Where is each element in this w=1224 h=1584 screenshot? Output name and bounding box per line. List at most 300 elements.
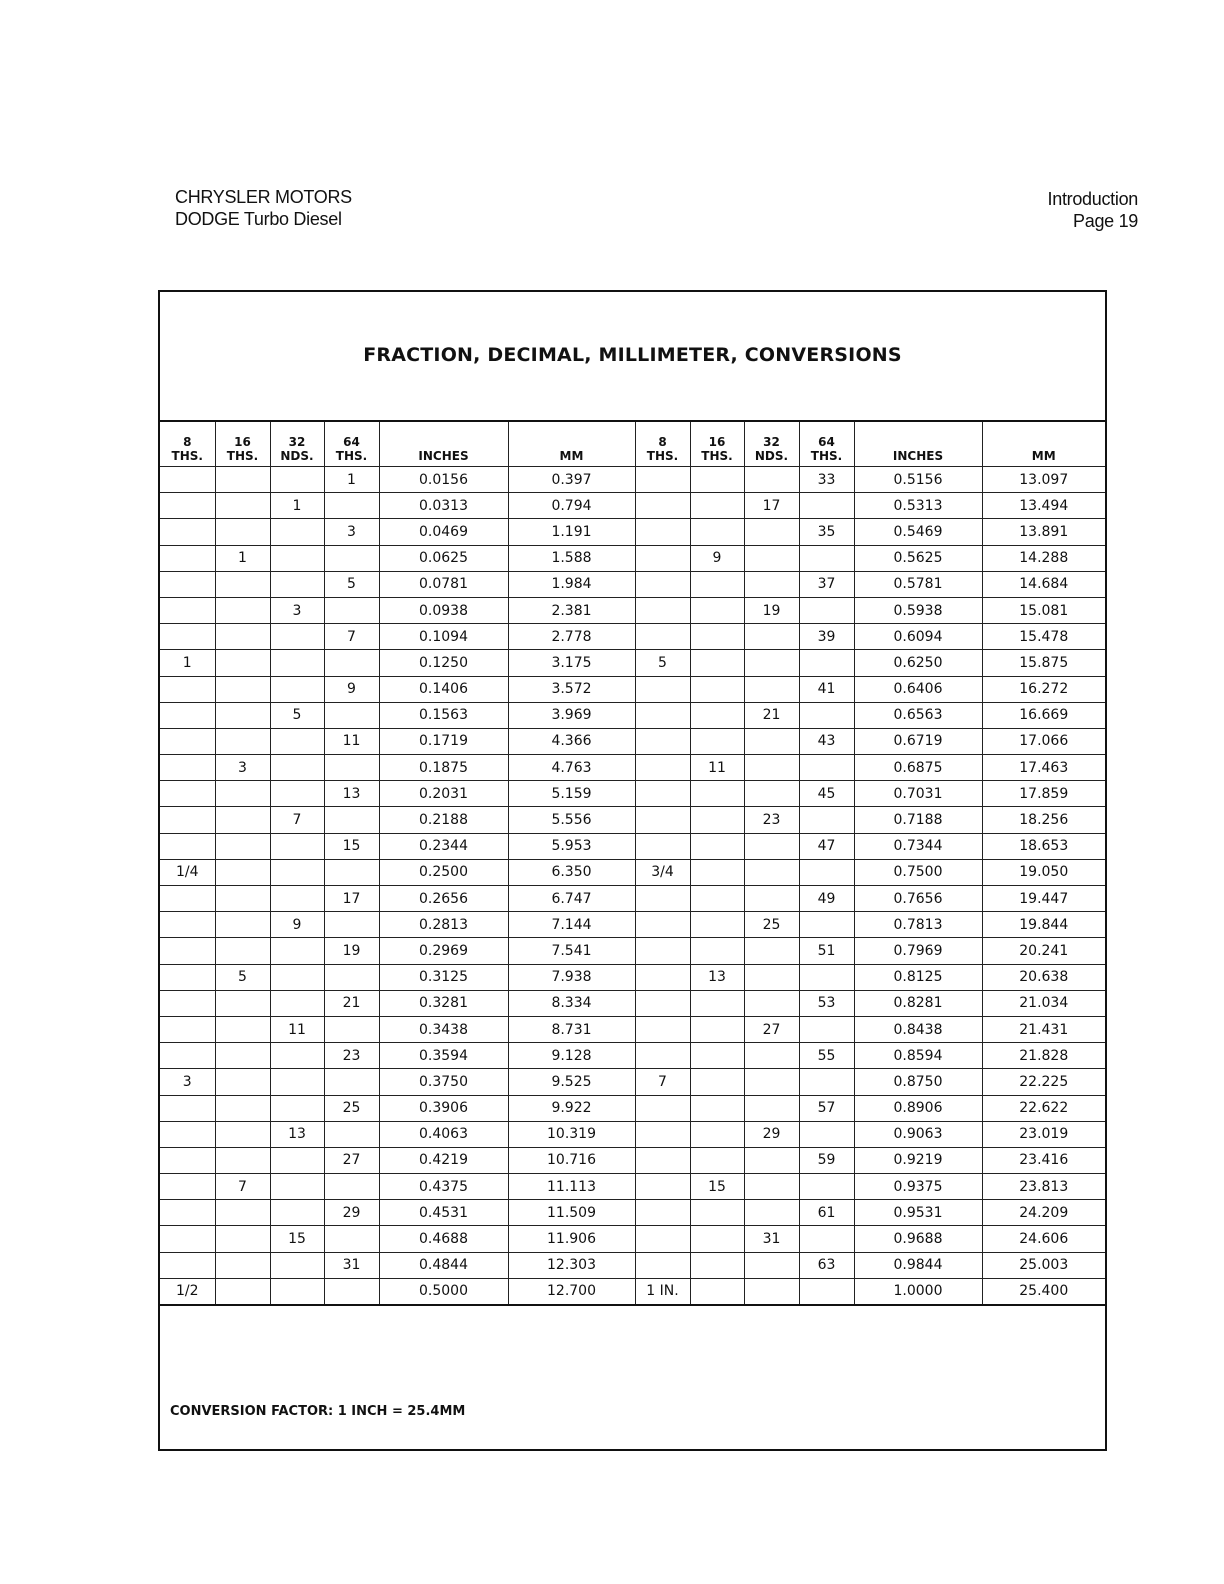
- column-header-top: 16: [234, 435, 251, 449]
- table-cell: 0.9844: [854, 1252, 982, 1278]
- table-cell: 0.8594: [854, 1043, 982, 1069]
- table-cell: 49: [799, 886, 854, 912]
- table-row: [160, 781, 1105, 807]
- table-row: [160, 624, 1105, 650]
- table-cell: [799, 650, 854, 676]
- table-cell: 5.953: [508, 833, 635, 859]
- table-cell: [215, 1043, 270, 1069]
- table-cell: 41: [799, 676, 854, 702]
- table-cell: [635, 1095, 690, 1121]
- table-cell: 9: [690, 545, 744, 571]
- table-cell: [744, 467, 799, 493]
- table-cell: 0.3281: [379, 990, 508, 1016]
- table-cell: 0.8281: [854, 990, 982, 1016]
- table-cell: 0.8438: [854, 1016, 982, 1042]
- table-cell: 0.3125: [379, 964, 508, 990]
- table-cell: [744, 1200, 799, 1226]
- table-cell: 10.319: [508, 1121, 635, 1147]
- table-cell: [799, 597, 854, 623]
- table-cell: 11: [270, 1016, 324, 1042]
- company-name: CHRYSLER MOTORS: [175, 187, 352, 207]
- table-cell: 37: [799, 571, 854, 597]
- table-cell: 0.4219: [379, 1147, 508, 1173]
- table-cell: [690, 807, 744, 833]
- table-cell: 0.6406: [854, 676, 982, 702]
- table-cell: 0.9375: [854, 1174, 982, 1200]
- table-cell: [690, 886, 744, 912]
- table-cell: [215, 781, 270, 807]
- table-cell: [215, 1095, 270, 1121]
- table-cell: [690, 467, 744, 493]
- table-cell: 13: [690, 964, 744, 990]
- table-row: [160, 467, 1105, 493]
- table-cell: 15: [690, 1174, 744, 1200]
- table-cell: [215, 886, 270, 912]
- column-header-top: 8: [658, 435, 667, 449]
- table-cell: 24.606: [982, 1226, 1105, 1252]
- table-cell: [635, 545, 690, 571]
- table-cell: [690, 624, 744, 650]
- table-cell: [635, 702, 690, 728]
- table-cell: [690, 597, 744, 623]
- table-cell: [215, 1147, 270, 1173]
- table-cell: [160, 833, 215, 859]
- table-cell: 3: [270, 597, 324, 623]
- table-cell: 14.288: [982, 545, 1105, 571]
- table-cell: [270, 859, 324, 885]
- table-cell: 13: [324, 781, 379, 807]
- table-cell: 15.081: [982, 597, 1105, 623]
- table-cell: 0.1719: [379, 728, 508, 754]
- table-cell: 17: [744, 493, 799, 519]
- table-cell: [690, 1226, 744, 1252]
- table-cell: [635, 990, 690, 1016]
- table-cell: [744, 728, 799, 754]
- table-row: [160, 1016, 1105, 1042]
- table-cell: [324, 1226, 379, 1252]
- table-cell: [799, 1121, 854, 1147]
- table-cell: [270, 571, 324, 597]
- table-cell: 19: [744, 597, 799, 623]
- table-cell: 53: [799, 990, 854, 1016]
- table-cell: 0.0625: [379, 545, 508, 571]
- table-cell: 27: [744, 1016, 799, 1042]
- table-cell: 1.0000: [854, 1278, 982, 1305]
- table-cell: [215, 990, 270, 1016]
- table-cell: 0.6094: [854, 624, 982, 650]
- table-cell: [799, 702, 854, 728]
- table-row: [160, 571, 1105, 597]
- table-cell: 0.2344: [379, 833, 508, 859]
- table-cell: [160, 1200, 215, 1226]
- document-header-right: [1048, 188, 1138, 232]
- table-cell: [635, 1252, 690, 1278]
- table-cell: 0.3438: [379, 1016, 508, 1042]
- table-cell: [270, 1095, 324, 1121]
- table-cell: [215, 728, 270, 754]
- table-cell: [270, 1043, 324, 1069]
- table-cell: [799, 964, 854, 990]
- table-cell: [799, 859, 854, 885]
- table-cell: [744, 1069, 799, 1095]
- table-cell: 3/4: [635, 859, 690, 885]
- table-cell: 0.1094: [379, 624, 508, 650]
- column-header: [982, 421, 1105, 467]
- table-row: [160, 676, 1105, 702]
- table-cell: 13.097: [982, 467, 1105, 493]
- table-cell: [635, 1043, 690, 1069]
- document-header-left: [175, 186, 352, 230]
- table-row: [160, 545, 1105, 571]
- table-cell: 19.844: [982, 912, 1105, 938]
- table-cell: [160, 912, 215, 938]
- table-row: [160, 702, 1105, 728]
- table-cell: [160, 990, 215, 1016]
- table-cell: 7.144: [508, 912, 635, 938]
- table-row: [160, 912, 1105, 938]
- table-cell: [324, 912, 379, 938]
- table-cell: 0.7031: [854, 781, 982, 807]
- table-cell: 0.7188: [854, 807, 982, 833]
- table-cell: 23: [324, 1043, 379, 1069]
- table-cell: 0.7500: [854, 859, 982, 885]
- table-row: [160, 1095, 1105, 1121]
- table-cell: [270, 964, 324, 990]
- table-cell: [635, 1200, 690, 1226]
- table-cell: 21: [324, 990, 379, 1016]
- table-cell: 0.9219: [854, 1147, 982, 1173]
- table-cell: 7: [324, 624, 379, 650]
- table-cell: 25: [324, 1095, 379, 1121]
- table-cell: [160, 807, 215, 833]
- table-cell: 9.922: [508, 1095, 635, 1121]
- table-cell: 35: [799, 519, 854, 545]
- table-cell: 1: [215, 545, 270, 571]
- table-cell: 0.9688: [854, 1226, 982, 1252]
- table-cell: [270, 781, 324, 807]
- table-cell: [270, 676, 324, 702]
- table-cell: [215, 807, 270, 833]
- table-row: [160, 728, 1105, 754]
- column-header: [690, 421, 744, 467]
- table-cell: 17.463: [982, 755, 1105, 781]
- table-cell: 1/2: [160, 1278, 215, 1305]
- table-cell: 0.9063: [854, 1121, 982, 1147]
- table-cell: 1/4: [160, 859, 215, 885]
- table-cell: [744, 571, 799, 597]
- table-cell: 4.366: [508, 728, 635, 754]
- column-header-bottom: THS.: [335, 449, 368, 463]
- table-cell: 9: [324, 676, 379, 702]
- table-cell: 0.7813: [854, 912, 982, 938]
- table-cell: [160, 1174, 215, 1200]
- table-cell: 19.447: [982, 886, 1105, 912]
- table-cell: [215, 676, 270, 702]
- table-cell: 0.2656: [379, 886, 508, 912]
- column-header-top: 8: [183, 435, 192, 449]
- table-cell: [690, 1121, 744, 1147]
- table-cell: [799, 545, 854, 571]
- table-header-row: [160, 421, 1105, 467]
- table-row: [160, 1278, 1105, 1305]
- table-cell: 43: [799, 728, 854, 754]
- table-cell: [270, 1252, 324, 1278]
- table-cell: [744, 545, 799, 571]
- table-cell: [160, 886, 215, 912]
- table-cell: 0.7969: [854, 938, 982, 964]
- table-cell: 0.7656: [854, 886, 982, 912]
- table-row: [160, 1147, 1105, 1173]
- table-cell: [270, 728, 324, 754]
- table-row: [160, 1121, 1105, 1147]
- table-cell: [744, 1095, 799, 1121]
- table-cell: [690, 938, 744, 964]
- table-cell: [160, 1121, 215, 1147]
- column-header: [160, 421, 215, 467]
- table-cell: [744, 938, 799, 964]
- table-cell: [744, 886, 799, 912]
- table-row: [160, 833, 1105, 859]
- table-cell: 1: [270, 493, 324, 519]
- table-cell: 0.2031: [379, 781, 508, 807]
- table-row: [160, 807, 1105, 833]
- table-cell: 15.478: [982, 624, 1105, 650]
- table-cell: [799, 1226, 854, 1252]
- table-cell: [635, 1174, 690, 1200]
- table-cell: 1: [160, 650, 215, 676]
- table-cell: 25.003: [982, 1252, 1105, 1278]
- table-cell: [635, 1226, 690, 1252]
- table-cell: 2.381: [508, 597, 635, 623]
- table-cell: [635, 807, 690, 833]
- table-cell: 3: [215, 755, 270, 781]
- table-cell: [215, 1016, 270, 1042]
- table-cell: 25: [744, 912, 799, 938]
- table-cell: 7: [270, 807, 324, 833]
- table-cell: 4.763: [508, 755, 635, 781]
- table-cell: 19: [324, 938, 379, 964]
- table-cell: 19.050: [982, 859, 1105, 885]
- table-cell: [215, 1226, 270, 1252]
- column-header: [324, 421, 379, 467]
- table-cell: [215, 624, 270, 650]
- table-cell: [744, 1174, 799, 1200]
- table-cell: 51: [799, 938, 854, 964]
- table-cell: [270, 624, 324, 650]
- table-cell: [160, 781, 215, 807]
- table-cell: [324, 755, 379, 781]
- table-cell: 0.6563: [854, 702, 982, 728]
- table-cell: 0.5469: [854, 519, 982, 545]
- table-cell: 0.2500: [379, 859, 508, 885]
- table-cell: [215, 1121, 270, 1147]
- table-cell: [324, 1121, 379, 1147]
- table-row: [160, 1252, 1105, 1278]
- table-cell: [270, 990, 324, 1016]
- table-cell: 5: [270, 702, 324, 728]
- table-cell: [324, 1016, 379, 1042]
- table-cell: 0.5781: [854, 571, 982, 597]
- table-cell: [324, 807, 379, 833]
- table-cell: 0.3750: [379, 1069, 508, 1095]
- table-cell: 39: [799, 624, 854, 650]
- table-row: [160, 755, 1105, 781]
- table-cell: [270, 755, 324, 781]
- table-row: [160, 938, 1105, 964]
- table-cell: 6.747: [508, 886, 635, 912]
- column-header-top: 16: [708, 435, 726, 449]
- column-header-top: 64: [343, 435, 360, 449]
- section-name: Introduction: [1047, 189, 1138, 209]
- table-cell: [690, 1095, 744, 1121]
- table-cell: 0.7344: [854, 833, 982, 859]
- table-cell: [324, 493, 379, 519]
- table-cell: [690, 519, 744, 545]
- table-cell: 21.034: [982, 990, 1105, 1016]
- table-cell: [324, 1278, 379, 1305]
- table-cell: [744, 781, 799, 807]
- table-cell: 13: [270, 1121, 324, 1147]
- conversion-chart-frame: [158, 290, 1107, 1451]
- table-cell: 0.6719: [854, 728, 982, 754]
- table-cell: [635, 1016, 690, 1042]
- table-cell: [635, 676, 690, 702]
- table-cell: 0.8125: [854, 964, 982, 990]
- table-cell: 13.891: [982, 519, 1105, 545]
- table-cell: 10.716: [508, 1147, 635, 1173]
- table-cell: 7.938: [508, 964, 635, 990]
- table-cell: [635, 571, 690, 597]
- conversion-table: [160, 420, 1105, 1306]
- table-cell: [744, 1278, 799, 1305]
- table-row: [160, 1226, 1105, 1252]
- table-cell: [215, 833, 270, 859]
- table-cell: [215, 650, 270, 676]
- table-cell: 0.397: [508, 467, 635, 493]
- table-cell: 0.5938: [854, 597, 982, 623]
- table-cell: [160, 1147, 215, 1173]
- table-cell: 0.4063: [379, 1121, 508, 1147]
- table-cell: 25.400: [982, 1278, 1105, 1305]
- table-cell: 3.969: [508, 702, 635, 728]
- table-cell: 31: [324, 1252, 379, 1278]
- table-cell: [690, 728, 744, 754]
- table-cell: [690, 990, 744, 1016]
- column-header: [854, 421, 982, 467]
- table-cell: 0.1250: [379, 650, 508, 676]
- table-cell: [690, 676, 744, 702]
- table-cell: 0.4375: [379, 1174, 508, 1200]
- table-cell: [635, 624, 690, 650]
- table-cell: [635, 519, 690, 545]
- table-cell: 16.669: [982, 702, 1105, 728]
- table-cell: 3: [160, 1069, 215, 1095]
- table-cell: 3.175: [508, 650, 635, 676]
- column-header: [379, 421, 508, 467]
- table-cell: 0.1875: [379, 755, 508, 781]
- table-cell: 22.622: [982, 1095, 1105, 1121]
- table-cell: 29: [744, 1121, 799, 1147]
- table-cell: 20.638: [982, 964, 1105, 990]
- table-cell: 11.906: [508, 1226, 635, 1252]
- table-cell: [160, 755, 215, 781]
- table-body: [160, 467, 1105, 1306]
- table-cell: 12.700: [508, 1278, 635, 1305]
- table-cell: 7.541: [508, 938, 635, 964]
- table-cell: 24.209: [982, 1200, 1105, 1226]
- table-cell: 0.4844: [379, 1252, 508, 1278]
- table-cell: 8.731: [508, 1016, 635, 1042]
- table-cell: 8.334: [508, 990, 635, 1016]
- table-cell: 0.8750: [854, 1069, 982, 1095]
- table-cell: [160, 728, 215, 754]
- table-cell: [324, 859, 379, 885]
- column-header-bottom: THS.: [171, 449, 203, 463]
- table-cell: [744, 964, 799, 990]
- conversion-factor-note: CONVERSION FACTOR: 1 INCH = 25.4MM: [170, 1404, 466, 1419]
- page-number: Page 19: [1073, 211, 1138, 231]
- table-cell: 9.128: [508, 1043, 635, 1069]
- table-cell: 1 IN.: [635, 1278, 690, 1305]
- table-cell: [324, 1174, 379, 1200]
- table-row: [160, 493, 1105, 519]
- table-cell: 15: [324, 833, 379, 859]
- table-cell: [744, 624, 799, 650]
- table-cell: [690, 571, 744, 597]
- table-cell: [690, 781, 744, 807]
- table-cell: [215, 1200, 270, 1226]
- table-cell: 23.813: [982, 1174, 1105, 1200]
- column-header-bottom: MM: [1031, 449, 1056, 463]
- table-row: [160, 519, 1105, 545]
- table-cell: [215, 1252, 270, 1278]
- column-header: [270, 421, 324, 467]
- table-cell: 9.525: [508, 1069, 635, 1095]
- table-cell: 15: [270, 1226, 324, 1252]
- table-cell: [690, 1043, 744, 1069]
- table-cell: [160, 938, 215, 964]
- table-cell: [744, 1252, 799, 1278]
- table-cell: 0.6250: [854, 650, 982, 676]
- table-cell: [635, 964, 690, 990]
- column-header-top: 32: [763, 435, 780, 449]
- column-header: [215, 421, 270, 467]
- column-header: [635, 421, 690, 467]
- table-cell: [215, 519, 270, 545]
- table-cell: 5.159: [508, 781, 635, 807]
- table-cell: [799, 1069, 854, 1095]
- table-cell: [324, 964, 379, 990]
- table-cell: 0.5313: [854, 493, 982, 519]
- column-header-bottom: NDS.: [754, 449, 789, 463]
- table-row: [160, 1174, 1105, 1200]
- table-row: [160, 964, 1105, 990]
- table-row: [160, 990, 1105, 1016]
- table-cell: [690, 1016, 744, 1042]
- table-cell: 0.4688: [379, 1226, 508, 1252]
- table-cell: 7: [635, 1069, 690, 1095]
- table-cell: [270, 1069, 324, 1095]
- table-cell: [690, 1069, 744, 1095]
- model-name: DODGE Turbo Diesel: [175, 209, 342, 229]
- table-cell: 55: [799, 1043, 854, 1069]
- column-header-bottom: THS.: [226, 449, 259, 463]
- table-cell: [270, 467, 324, 493]
- table-cell: 0.0781: [379, 571, 508, 597]
- table-cell: [635, 781, 690, 807]
- table-cell: 0.5156: [854, 467, 982, 493]
- table-cell: [160, 1043, 215, 1069]
